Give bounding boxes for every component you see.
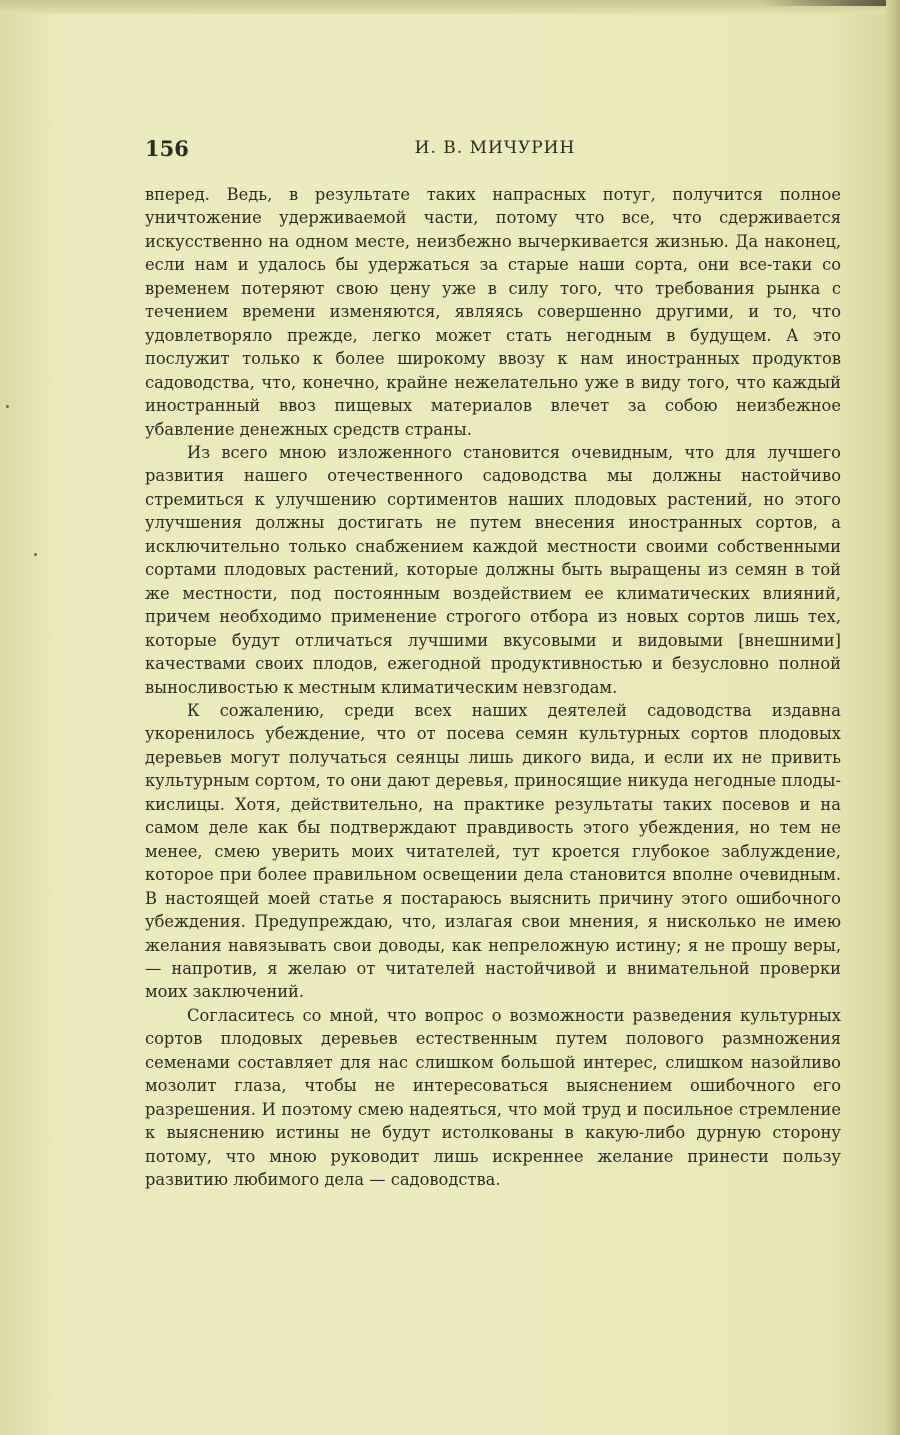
paragraph-continued: вперед. Ведь, в результате таких напрасных потуг, получится полное уничтожение удерживаемой части, потому что все, что сдерживается искусственно на одном месте, неизбежно вычеркивается жизнью. Да наконец, если нам и удалось бы удержаться за старые наши сорта, они все-таки со временем потеряют свою цену уже в силу того, что требования рынка с течением времени изменяются, являясь совершенно другими, и то, что удовлетворяло прежде, легко может стать негодным в будущем. А это послужит только к более широкому ввозу к нам иностранных продуктов садоводства, что, конечно, крайне нежелательно уже в виду того, что каждый иностранный ввоз пищевых материалов влечет за собою неизбежное убавление денежных средств страны. xyxy=(145,185,841,439)
body-text xyxy=(145,183,841,1191)
paragraph: Согласитесь со мной, что вопрос о возможности разведения культурных сортов плодовых деревьев естественным путем полового размножения семенами составляет для нас слишком большой интерес, слишком назойливо мозолит глаза, чтобы не интересоваться выяснением ошибочного его разрешения. И поэтому смею надеяться, что мой труд и посильное стремление к выяснению истины не будут истолкованы в какую-либо дурную сторону потому, что мною руководит лишь искреннее желание принести пользу развитию любимого дела — садоводства. xyxy=(145,1005,841,1190)
margin-speck xyxy=(34,553,37,556)
page-top-edge xyxy=(0,0,900,14)
paragraph: Из всего мною изложенного становится очевидным, что для лучшего развития нашего отечественного садоводства мы должны настойчиво стремиться к улучшению сортиментов наших плодовых растений, но этого улучшения должны достигать не путем внесения иностранных сортов, а исключительно только снабжением каждой местности своими собственными сортами плодовых растений, которые должны быть выращены из семян в той же местности, под постоянным воздействием ее климатических влияний, причем необходимо применение строгого отбора из новых сортов лишь тех, которые будут отличаться лучшими вкусовыми и видовыми [внешними] качествами своих плодов, ежегодной продуктивностью и безусловно полной выносливостью к местным климатическим невзгодам. xyxy=(145,442,841,697)
page-right-edge xyxy=(886,0,900,1435)
scan-shadow xyxy=(760,0,900,6)
running-head: И. В. МИЧУРИН xyxy=(414,138,576,158)
page-header xyxy=(145,136,845,166)
paragraph: К сожалению, среди всех наших деятелей садоводства издавна укоренилось убеждение, что от посева семян культурных сортов плодовых деревьев могут получаться сеянцы лишь дикого вида, и если их не привить культурным сортом, то они дают деревья, приносящие никуда негодные плоды-кислицы. Хотя, действительно, на практике результаты таких посевов и на самом деле как бы подтверждают правдивость этого убеждения, но тем не менее, смею уверить моих читателей, тут кроется глубокое заблуждение, которое при более правильном освещении дела становится вполне очевидным. В настоящей моей статье я постараюсь выяснить причину этого ошибочного убеждения. Предупреждаю, что, излагая свои мнения, я нисколько не имею желания навязывать свои доводы, как непреложную истину; я не прошу веры, — напротив, я желаю от читателей настойчивой и внимательной проверки моих заключений. xyxy=(145,700,841,1002)
page-number: 156 xyxy=(145,136,189,161)
margin-speck xyxy=(6,405,9,408)
